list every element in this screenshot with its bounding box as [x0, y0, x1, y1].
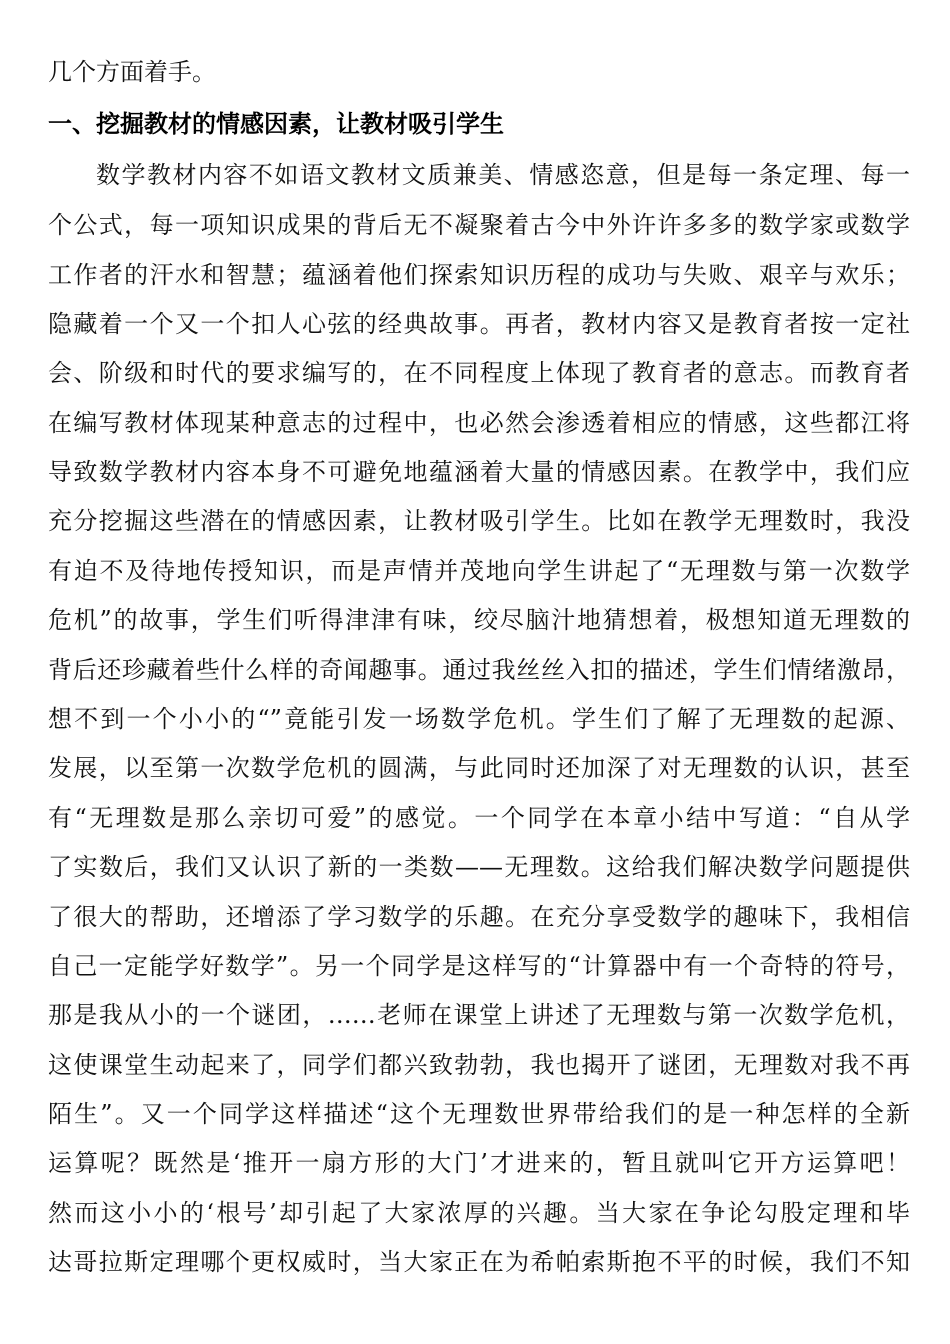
paragraph-line: 想不到一个小小的“”竟能引发一场数学危机。学生们了解了无理数的起源、: [48, 705, 910, 733]
paragraph-line: 发展，以至第一次数学危机的圆满，与此同时还加深了对无理数的认识，甚至: [48, 754, 910, 782]
paragraph-line: 背后还珍藏着些什么样的奇闻趣事。通过我丝丝入扣的描述，学生们情绪激昂，: [48, 656, 910, 684]
paragraph-line: 危机”的故事，学生们听得津津有味，绞尽脑汁地猜想着，极想知道无理数的: [48, 606, 910, 634]
paragraph-line: 数学教材内容不如语文教材文质兼美、情感恣意，但是每一条定理、每一: [96, 161, 910, 189]
paragraph-line: 会、阶级和时代的要求编写的，在不同程度上体现了教育者的意志。而教育者: [48, 359, 910, 387]
intro-line: 几个方面着手。: [48, 58, 216, 86]
paragraph-line: 了很大的帮助，还增添了学习数学的乐趣。在充分享受数学的趣味下，我相信: [48, 903, 910, 931]
paragraph-line: 然而这小小的‘根号’却引起了大家浓厚的兴趣。当大家在争论勾股定理和毕: [48, 1199, 910, 1227]
paragraph-line: 隐藏着一个又一个扣人心弦的经典故事。再者，教材内容又是教育者按一定社: [48, 310, 910, 338]
paragraph-line: 在编写教材体现某种意志的过程中，也必然会渗透着相应的情感，这些都江将: [48, 409, 910, 437]
paragraph-line: 有迫不及待地传授知识，而是声情并茂地向学生讲起了“无理数与第一次数学: [48, 557, 910, 585]
paragraph-line: 有“无理数是那么亲切可爱”的感觉。一个同学在本章小结中写道：“自从学: [48, 804, 910, 832]
paragraph-line: 工作者的汗水和智慧；蕴涵着他们探索知识历程的成功与失败、艰辛与欢乐；: [48, 261, 910, 289]
paragraph-line: 了实数后，我们又认识了新的一类数——无理数。这给我们解决数学问题提供: [48, 853, 910, 881]
paragraph-line: 陌生”。又一个同学这样描述“这个无理数世界带给我们的是一种怎样的全新: [48, 1100, 910, 1128]
paragraph-line: 自己一定能学好数学”。另一个同学是这样写的“计算器中有一个奇特的符号，: [48, 952, 910, 980]
paragraph-line: 那是我从小的一个谜团，……老师在课堂上讲述了无理数与第一次数学危机，: [48, 1001, 910, 1029]
paragraph-line: 达哥拉斯定理哪个更权威时，当大家正在为希帕索斯抱不平的时候，我们不知: [48, 1248, 910, 1276]
paragraph-line: 导致数学教材内容本身不可避免地蕴涵着大量的情感因素。在教学中，我们应: [48, 458, 910, 486]
paragraph-line: 个公式，每一项知识成果的背后无不凝聚着古今中外许许多多的数学家或数学: [48, 211, 910, 239]
paragraph-line: 充分挖掘这些潜在的情感因素，让教材吸引学生。比如在教学无理数时，我没: [48, 507, 910, 535]
paragraph-line: 这使课堂生动起来了，同学们都兴致勃勃，我也揭开了谜团，无理数对我不再: [48, 1051, 910, 1079]
section-heading: 一、挖掘教材的情感因素，让教材吸引学生: [48, 110, 504, 138]
paragraph-line: 运算呢？既然是‘推开一扇方形的大门’才进来的，暂且就叫它开方运算吧！: [48, 1149, 910, 1177]
